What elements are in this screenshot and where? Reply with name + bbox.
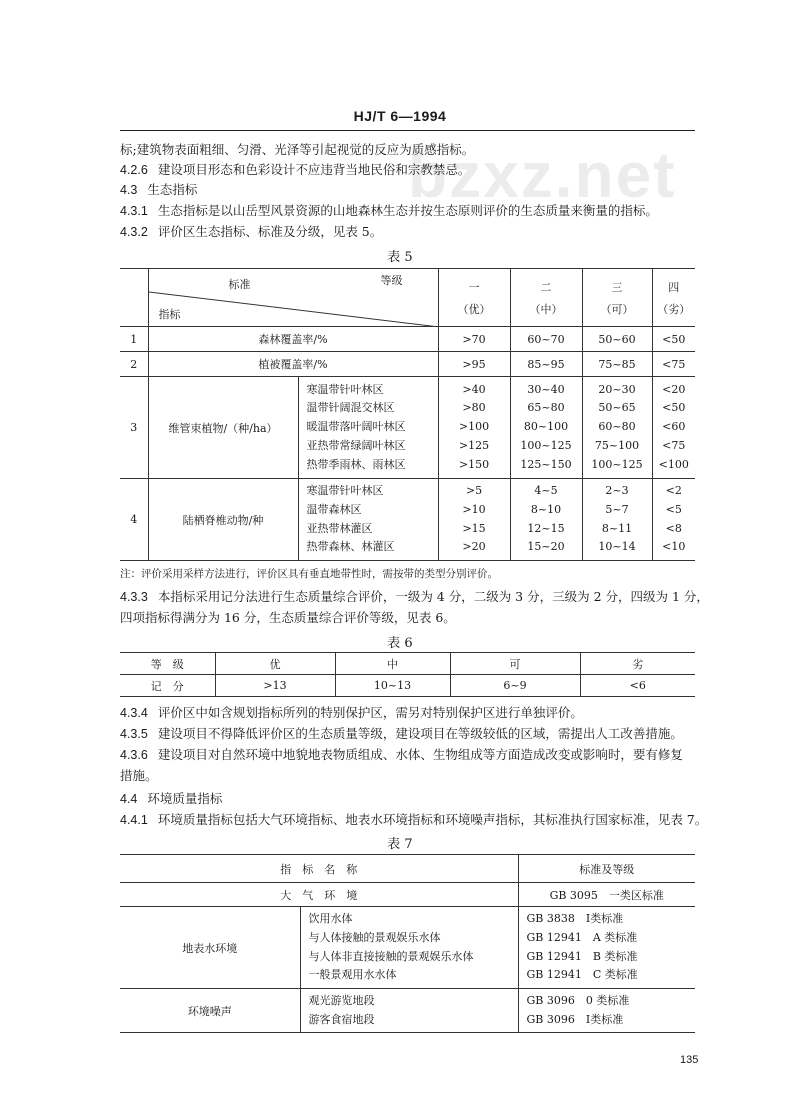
page-number: 135 — [680, 1054, 699, 1066]
table-header-row: 指 标 名 称 标准及等级 — [120, 855, 695, 883]
grade-1-header: 一 （优） — [438, 269, 510, 327]
table5-note: 注：评价采用采样方法进行，评价区具有垂直地带性时，需按带的类型分别评价。 — [120, 568, 498, 580]
table-row-group-3: 3 维管束植物/（种/ha） 寒温带针叶林区 温带针阔混交林区 暖温带落叶阔叶林区 亚热带常绿阔叶林区 热带季雨林、雨林区 >40 >80 >100 >125 >150 30~40 65~80 80~100 100~125 125~150 20~30 50~65 60~80 75~100 100~125 <20 <50 <60 <75 <100 — [120, 377, 695, 479]
diagonal-header-cell — [148, 269, 438, 327]
table-5 — [120, 268, 695, 561]
heading-4-4: 4.4 环境质量指标 — [120, 791, 223, 806]
grade-2-header: 二 （中） — [510, 269, 582, 327]
header-indicator: 指标 — [158, 307, 181, 321]
paragraph-4-3-3: 4.3.3 本指标采用记分法进行生态质量综合评价，一级为 4 分，二级为 3 分，三级为 2 分，四级为 1 分， — [120, 589, 709, 604]
paragraph-4-3-6-cont: 措施。 — [120, 768, 158, 783]
grade-4-header: 四 （劣） — [652, 269, 695, 327]
paragraph-4-3-3-cont: 四项指标得满分为 16 分，生态质量综合评价等级，见表 6。 — [120, 610, 456, 625]
paragraph-4-3-2: 4.3.2 评价区生态指标、标准及分级，见表 5。 — [120, 224, 383, 239]
watermark: bzxz.net — [408, 139, 677, 211]
table5-caption: 表 5 — [387, 250, 413, 265]
paragraph-4-3-5: 4.3.5 建设项目不得降低评价区的生态质量等级，建设项目在等级较低的区域，需提出人工改善措施。 — [120, 726, 683, 741]
paragraph-4-4-1: 4.4.1 环境质量指标包括大气环境指标、地表水环境指标和环境噪声指标，其标准执行国家标准，见表 7。 — [120, 812, 708, 827]
paragraph-4-3-4: 4.3.4 评价区中如含规划指标所列的特别保护区，需另对特别保护区进行单独评价。 — [120, 705, 583, 720]
table-row: 环境噪声 观光游览地段 游客食宿地段 GB 3096 0 类标准 GB 3096 Ⅰ类标准 — [120, 989, 695, 1033]
table-row-group-4: 4 陆栖脊椎动物/种 寒温带针叶林区 温带森林区 亚热带林灌区 热带森林、林灌区 >5 >10 >15 >20 4~5 8~10 12~15 15~20 2~3 5~7 8~11 10~14 <2 <5 <8 <10 — [120, 479, 695, 561]
table-row: 大 气 环 境 GB 3095 一类区标准 — [120, 883, 695, 907]
table-row: 2 植被覆盖率/% >95 85~95 75~85 <75 — [120, 352, 695, 377]
grade-3-header: 三 （可） — [582, 269, 652, 327]
header-standard: 标准 — [228, 277, 251, 291]
table6-caption: 表 6 — [387, 636, 413, 651]
table7-caption: 表 7 — [387, 837, 413, 852]
page-header: HJ/T 6—1994 — [353, 108, 447, 124]
table-row: 1 森林覆盖率/% >70 60~70 50~60 <50 — [120, 327, 695, 352]
heading-4-3: 4.3 生态指标 — [120, 182, 198, 197]
paragraph-4-3-1: 4.3.1 生态指标是以山岳型风景资源的山地森林生态并按生态原则评价的生态质量来衡量的指标。 — [120, 203, 658, 218]
header-grade: 等级 — [380, 273, 403, 287]
table-row: 地表水环境 饮用水体 与人体接触的景观娱乐水体 与人体非直接接触的景观娱乐水体 一般景观用水水体 GB 3838 Ⅰ类标准 GB 12941 A 类标准 GB 12941 B 类标准 GB 12941 C 类标准 — [120, 907, 695, 989]
paragraph-4-3-6: 4.3.6 建设项目对自然环境中地貌地表物质组成、水体、生物组成等方面造成改变或影响时，要有修复 — [120, 747, 683, 762]
paragraph-4-2-6: 4.2.6 建设项目形态和色彩设计不应违背当地民俗和宗教禁忌。 — [120, 162, 471, 177]
paragraph: 标;建筑物表面粗细、匀滑、光泽等引起视觉的反应为质感指标。 — [120, 142, 475, 157]
table-row: 记 分 >13 10~13 6~9 <6 — [120, 675, 695, 697]
table-row: 等 级 优 中 可 劣 — [120, 653, 695, 675]
table-7 — [120, 854, 695, 1033]
table-6 — [120, 652, 695, 697]
header-rule — [120, 130, 695, 131]
